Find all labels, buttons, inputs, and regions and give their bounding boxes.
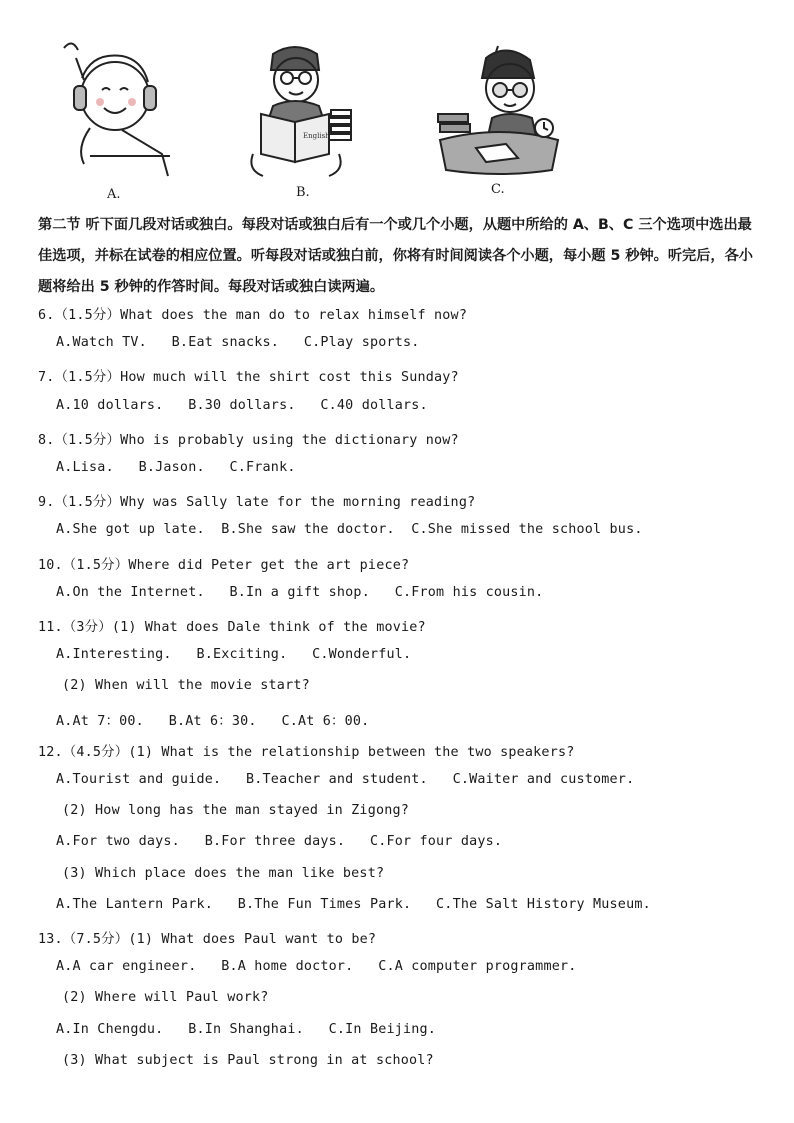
book-title: English xyxy=(303,132,330,140)
picture-a xyxy=(60,38,175,178)
answer-options: A.For two days. B.For three days. C.For four days. xyxy=(56,834,503,850)
answer-options: A.10 dollars. B.30 dollars. C.40 dollars. xyxy=(56,397,428,413)
answer-options: A.She got up late. B.She saw the doctor. C.She missed the school bus. xyxy=(56,522,643,538)
picture-b-label: B. xyxy=(296,185,310,200)
child-with-headphones-icon xyxy=(60,38,175,178)
answer-options: A.Interesting. B.Exciting. C.Wonderful. xyxy=(56,647,412,663)
picture-c xyxy=(436,44,562,176)
answer-options: A.On the Internet. B.In a gift shop. C.From his cousin. xyxy=(56,584,544,600)
question-text: 11.（3分）(1) What does Dale think of the movie? xyxy=(38,620,426,635)
question-text: 6.（1.5分）What does the man do to relax himself now? xyxy=(38,308,468,323)
answer-options: A.Lisa. B.Jason. C.Frank. xyxy=(56,460,296,475)
sub-question-text: (2) Where will Paul work? xyxy=(62,990,269,1006)
sub-question-text: (2) When will the movie start? xyxy=(62,678,310,694)
answer-options: A.Watch TV. B.Eat snacks. C.Play sports. xyxy=(56,335,420,351)
boy-reading-book-icon xyxy=(243,44,358,182)
question-text: 13.（7.5分）(1) What does Paul want to be? xyxy=(38,932,377,947)
answer-options: A.In Chengdu. B.In Shanghai. C.In Beijing. xyxy=(56,1021,437,1037)
answer-options: A.At 7：00. B.At 6：30. C.At 6：00. xyxy=(56,713,370,729)
picture-a-label: A. xyxy=(107,187,121,202)
sub-question-text: (3) What subject is Paul strong in at school? xyxy=(62,1052,434,1068)
question-text: 9.（1.5分）Why was Sally late for the morning reading? xyxy=(38,495,476,511)
answer-options: A.A car engineer. B.A home doctor. C.A computer programmer. xyxy=(56,959,577,975)
section-instructions xyxy=(38,210,760,303)
picture-b xyxy=(243,44,358,182)
question-text: 8.（1.5分）Who is probably using the dictionary now? xyxy=(38,432,459,448)
pictures-row xyxy=(0,30,794,208)
answer-options: A.Tourist and guide. B.Teacher and student. C.Waiter and customer. xyxy=(56,772,635,787)
section-instructions-text: 第二节 听下面几段对话或独白。每段对话或独白后有一个或几个小题，从题中所给的 A、B、C 三个选项中选出最佳选项，并标在试卷的相应位置。听每段对话或独白前，你将有时间阅读各个小题，每小题 5 秒钟。听完后，各小题将给出 5 秒钟的作答时间。每段对话或独白读两遍。 xyxy=(38,217,753,295)
question-text: 12.（4.5分）(1) What is the relationship between the two speakers? xyxy=(38,744,575,760)
picture-c-label: C. xyxy=(491,182,505,197)
boy-with-glasses-studying-icon xyxy=(436,44,562,176)
sub-question-text: (3) Which place does the man like best? xyxy=(62,865,385,881)
sub-question-text: (2) How long has the man stayed in Zigong? xyxy=(62,803,409,819)
question-text: 10.（1.5分）Where did Peter get the art piece? xyxy=(38,557,410,573)
answer-options: A.The Lantern Park. B.The Fun Times Park. C.The Salt History Museum. xyxy=(56,896,651,912)
question-text: 7.（1.5分）How much will the shirt cost this Sunday? xyxy=(38,370,459,386)
